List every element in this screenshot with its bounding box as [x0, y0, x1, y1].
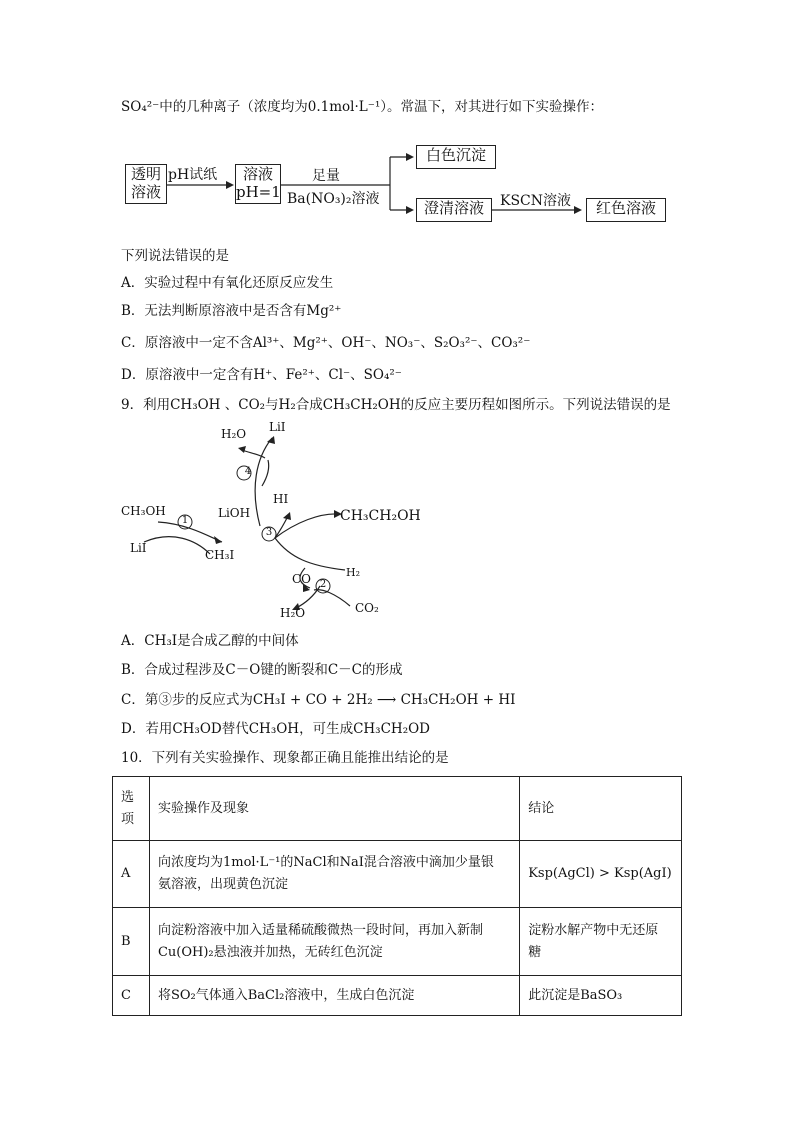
q10-table: [112, 776, 682, 1016]
q8-option-b: B．无法判断原溶液中是否含有Mg²⁺: [121, 303, 342, 319]
q8-option-a: A．实验过程中有氧化还原反应发生: [121, 275, 334, 291]
mech-step-4: 4: [244, 466, 252, 477]
row-conclusion: 此沉淀是BaSO₃: [520, 976, 682, 1016]
flow-box-white-precipitate: 白色沉淀: [416, 145, 496, 169]
row-operation: 向浓度均为1mol·L⁻¹的NaCl和NaI混合溶液中滴加少量银 氨溶液，出现黄色沉淀: [149, 841, 519, 908]
flow-arrows: [0, 0, 794, 240]
row-conclusion: 淀粉水解产物中无还原 糖: [520, 908, 682, 976]
header-conclusion: 结论: [520, 777, 682, 841]
q8-stem: 下列说法错误的是: [121, 248, 229, 264]
flow-label-kscn: KSCN溶液: [500, 193, 572, 209]
table-row: [113, 976, 682, 1016]
q9-stem: 9．利用CH₃OH 、CO₂与H₂合成CH₃CH₂OH的反应主要历程如图所示。下列说法错误的是: [121, 397, 671, 413]
mech-h2o-top: H₂O: [221, 427, 247, 441]
flow-label-barium-nitrate: Ba(NO₃)₂溶液: [287, 191, 380, 207]
mech-lii-top: LiI: [269, 420, 286, 434]
flow-box-ph1: 溶液 pH=1: [235, 164, 281, 204]
table-header-row: [113, 777, 682, 841]
q9-option-c: C．第③步的反应式为CH₃I + CO + 2H₂ ⟶ CH₃CH₂OH + HI: [121, 692, 516, 708]
flow-box-transparent-solution: 透明 溶液: [125, 164, 167, 204]
mech-ch3oh: CH₃OH: [121, 504, 166, 518]
row-option: C: [113, 976, 150, 1016]
mech-co: CO: [292, 572, 312, 586]
q9-option-a: A．CH₃I是合成乙醇的中间体: [121, 633, 299, 649]
intro-text: SO₄²⁻中的几种离子（浓度均为0.1mol·L⁻¹）。常温下，对其进行如下实验操作：: [121, 99, 604, 115]
row-option: A: [113, 841, 150, 908]
q10-stem: 10．下列有关实验操作、现象都正确且能推出结论的是: [121, 750, 449, 766]
q8-option-c: C．原溶液中一定不含Al³⁺、Mg²⁺、OH⁻、NO₃⁻、S₂O₃²⁻、CO₃²⁻: [121, 335, 531, 351]
mech-step-3: 3: [265, 527, 273, 538]
header-operation: 实验操作及现象: [149, 777, 519, 841]
flow-label-excess: 足量: [312, 168, 340, 184]
flow-box-red-solution: 红色溶液: [586, 198, 666, 222]
row-conclusion: Ksp(AgCl) > Ksp(AgI): [520, 841, 682, 908]
q9-option-d: D．若用CH₃OD替代CH₃OH，可生成CH₃CH₂OD: [121, 721, 431, 737]
mech-h2: H₂: [346, 566, 361, 579]
table-row: [113, 841, 682, 908]
row-operation: 将SO₂气体通入BaCl₂溶液中，生成白色沉淀: [149, 976, 519, 1016]
mech-ch3i: CH₃I: [205, 548, 235, 562]
flow-box-clear-solution: 澄清溶液: [416, 198, 492, 222]
flow-label-ph-paper: pH试纸: [168, 167, 218, 183]
row-option: B: [113, 908, 150, 976]
q8-option-d: D．原溶液中一定含有H⁺、Fe²⁺、Cl⁻、SO₄²⁻: [121, 367, 402, 383]
mech-hi: HI: [273, 492, 289, 506]
mech-step-2: 2: [319, 579, 327, 590]
mech-lii-left: LiI: [130, 541, 147, 555]
mech-product-ethanol: CH₃CH₂OH: [340, 508, 421, 524]
row-operation: 向淀粉溶液中加入适量稀硫酸微热一段时间，再加入新制 Cu(OH)₂悬浊液并加热，无砖红色沉淀: [149, 908, 519, 976]
table-row: [113, 908, 682, 976]
q9-option-b: B．合成过程涉及C－O键的断裂和C－C的形成: [121, 662, 403, 678]
mech-lioh: LiOH: [218, 506, 251, 520]
mech-co2: CO₂: [355, 601, 379, 615]
header-option: 选 项: [113, 777, 150, 841]
mech-h2o-bottom: H₂O: [280, 606, 306, 620]
mech-step-1: 1: [181, 515, 189, 526]
